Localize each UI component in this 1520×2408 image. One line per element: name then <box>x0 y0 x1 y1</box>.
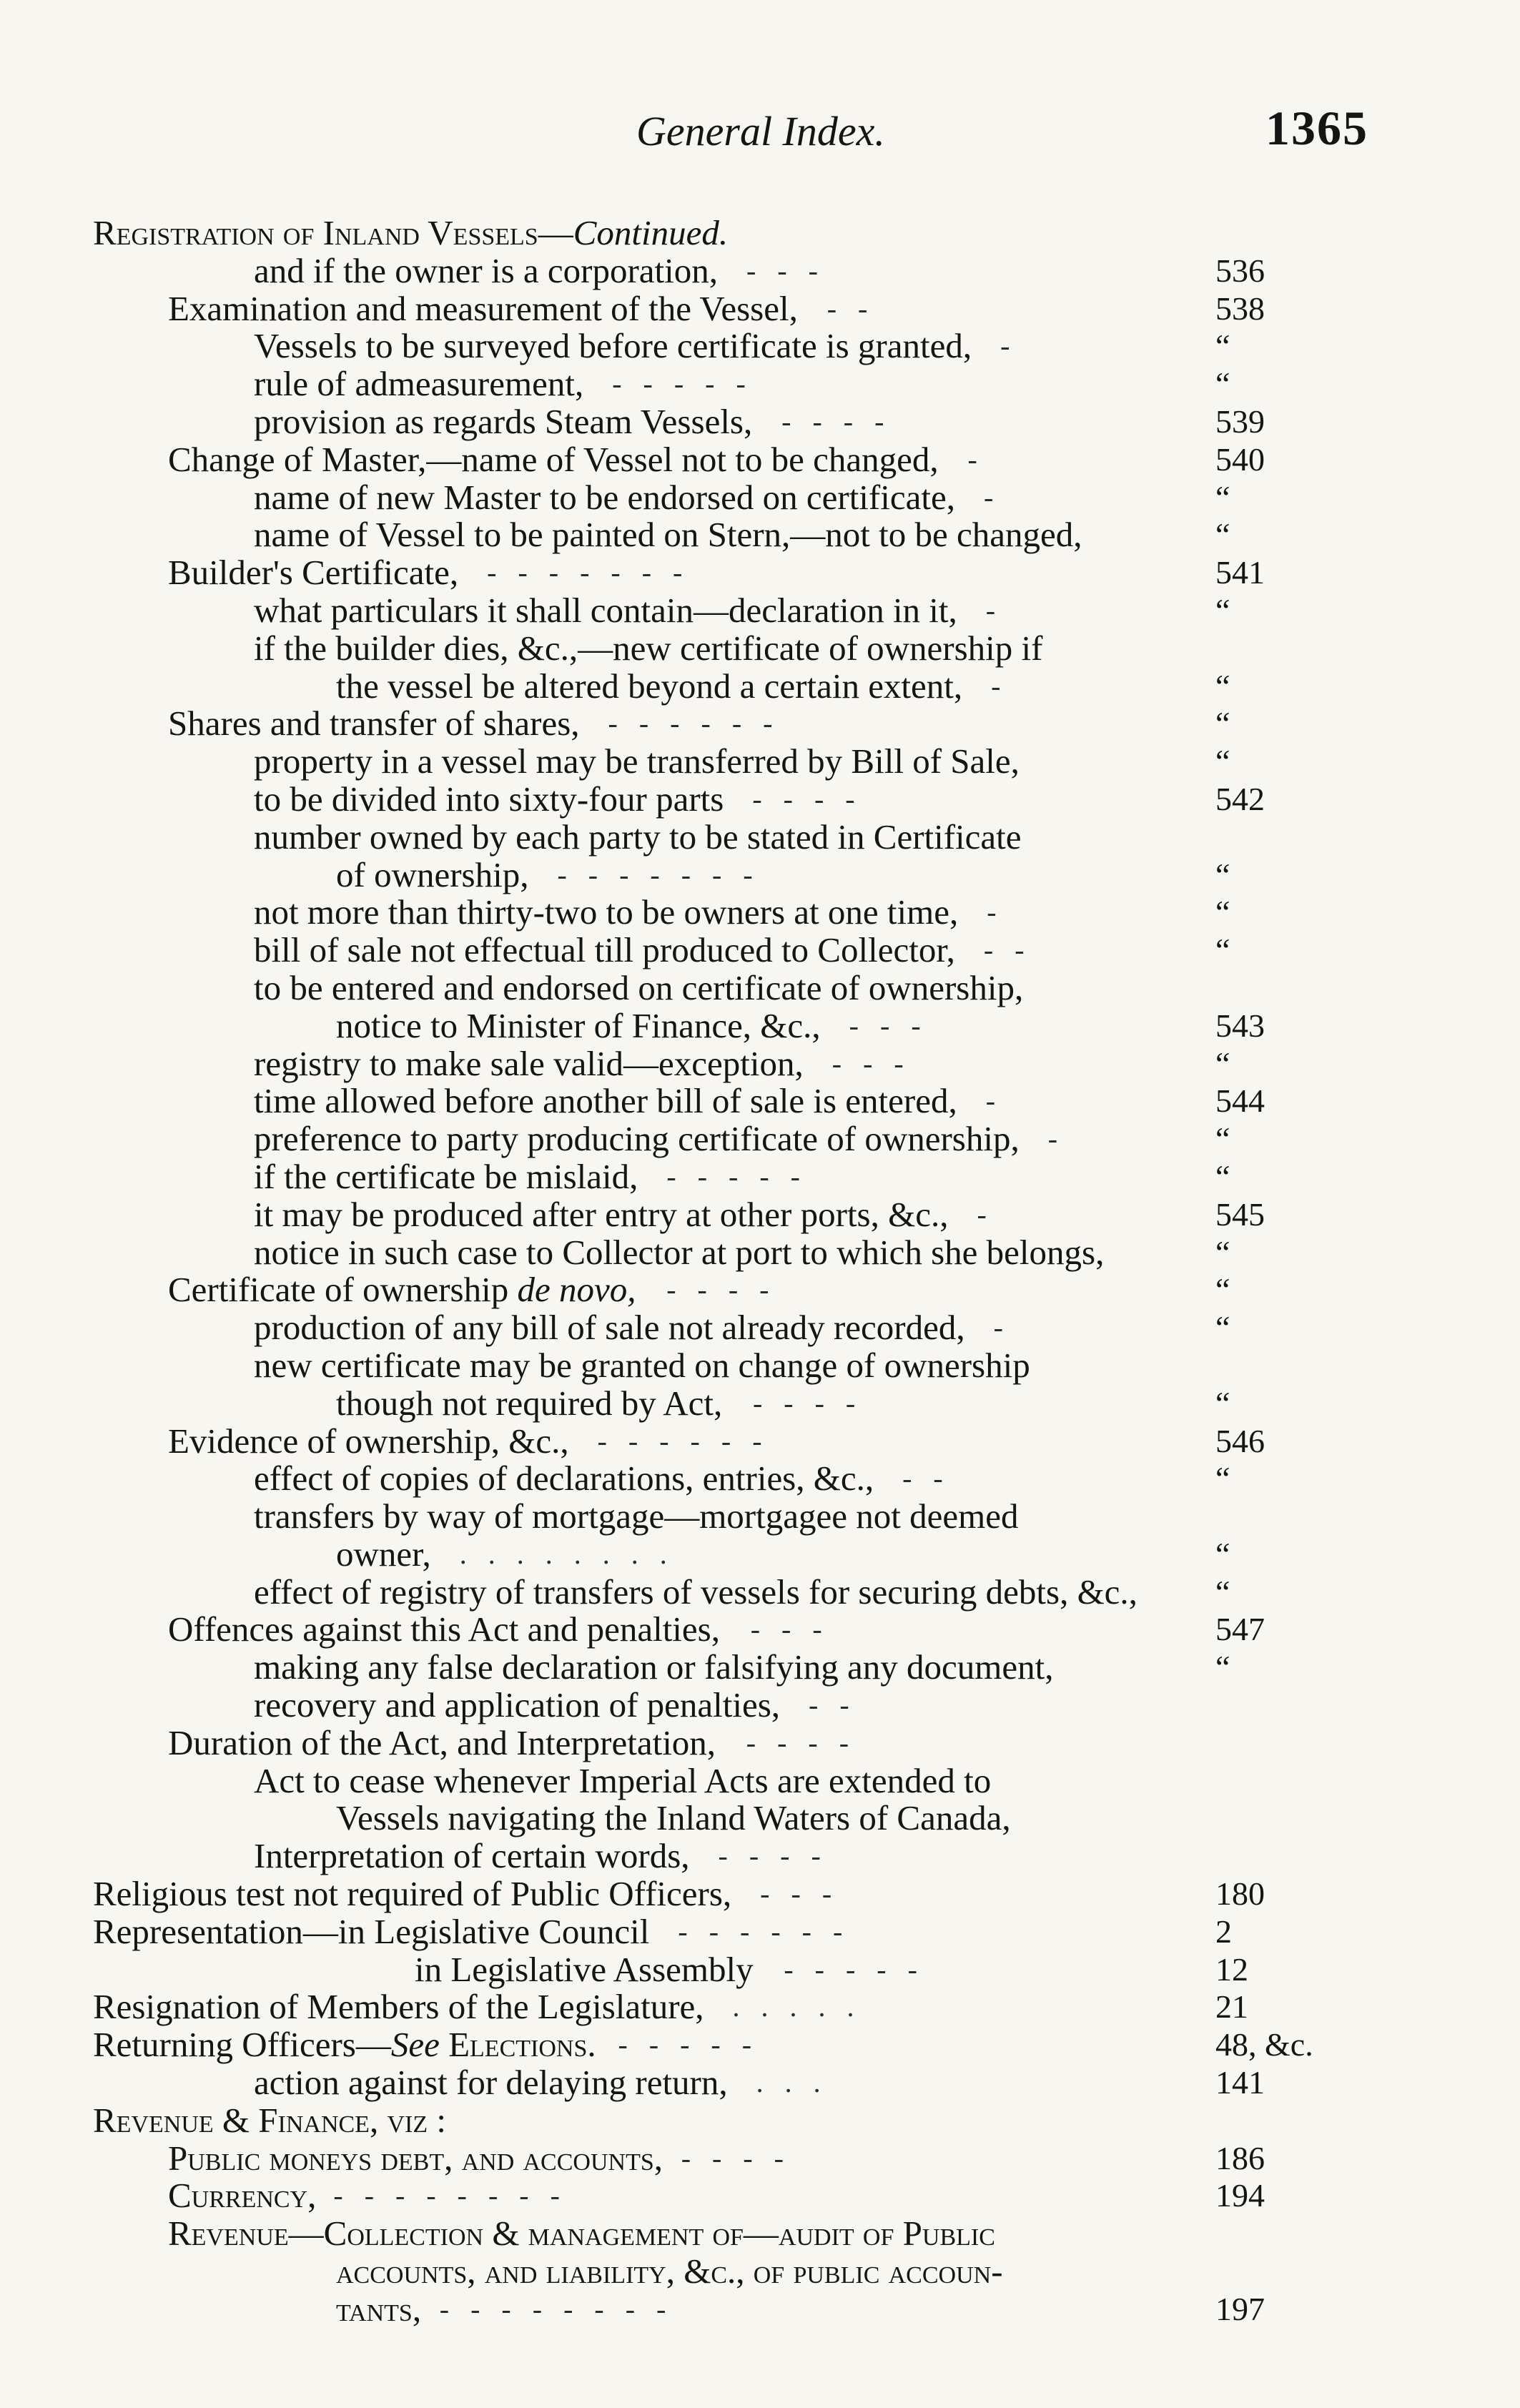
entry-text <box>168 2215 995 2253</box>
index-entry <box>0 214 1520 252</box>
page-reference: “ <box>1215 1158 1230 1195</box>
leader-dashes: - <box>1000 330 1017 362</box>
entry-label: Evidence of ownership, &c., <box>168 1421 569 1461</box>
entry-text <box>254 1762 991 1800</box>
entry-text <box>254 781 724 819</box>
entry-label: though not required by Act, <box>336 1383 723 1423</box>
entry-label: rule of admeasurement, <box>254 364 584 404</box>
leader-dashes: - - - <box>831 1047 911 1080</box>
entry-text <box>93 214 728 252</box>
entry-text <box>254 479 955 517</box>
page-reference: “ <box>1215 1535 1230 1572</box>
entry-text <box>93 2026 596 2064</box>
page-reference: “ <box>1215 516 1230 553</box>
index-entry <box>0 1347 1520 1385</box>
page-reference: “ <box>1215 894 1230 931</box>
index-entry <box>0 816 1520 857</box>
index-entry <box>0 554 1520 592</box>
entry-text <box>254 1234 1104 1272</box>
entry-label: Change of Master,—name of Vessel not to be changed, <box>168 439 939 479</box>
page-reference: 12 <box>1215 1950 1248 1988</box>
entry-text <box>254 1309 965 1347</box>
entry-label: Returning Officers— <box>93 2025 391 2065</box>
index-entry <box>0 1120 1520 1158</box>
index-entry <box>0 1158 1520 1196</box>
entry-text <box>254 1649 1053 1687</box>
index-entry <box>0 705 1520 743</box>
index-entry <box>0 441 1520 479</box>
entry-heading: Public moneys debt, and accounts, <box>168 2138 663 2178</box>
entry-label: owner, <box>336 1534 431 1574</box>
entry-text <box>254 1460 874 1498</box>
entry-label: name of new Master to be endorsed on certificate, <box>254 477 955 517</box>
index-entry <box>0 894 1520 932</box>
leader-dashes: . . . . . . . . <box>459 1537 674 1570</box>
entry-label: Shares and transfer of shares, <box>168 704 580 744</box>
leader-dashes: - - - - <box>752 782 862 815</box>
entry-text <box>336 1536 431 1574</box>
page-reference: “ <box>1215 1649 1230 1686</box>
entry-text <box>254 932 955 969</box>
entry-heading: Currency, <box>168 2176 317 2216</box>
entry-text <box>254 1120 1020 1158</box>
entry-label: production of any bill of sale not already recorded, <box>254 1308 965 1348</box>
index-entry <box>0 1875 1520 1913</box>
entry-label: to be divided into sixty-four parts <box>254 779 724 819</box>
page-reference: “ <box>1215 1045 1230 1082</box>
page-reference: 21 <box>1215 1988 1248 2025</box>
leader-dashes: - - - - <box>752 1386 863 1419</box>
index-entry <box>0 1423 1520 1461</box>
index-entry <box>0 2064 1520 2102</box>
page-reference: “ <box>1215 365 1230 403</box>
leader-dashes: . . . <box>756 2066 828 2099</box>
index-entry <box>0 1800 1520 1837</box>
entry-text <box>168 1423 569 1461</box>
entry-italic: de novo, <box>517 1270 636 1310</box>
index-entry <box>0 365 1520 403</box>
leader-dashes: - - - - - - - <box>557 858 760 891</box>
entry-label: not more than thirty-two to be owners at one time, <box>254 892 959 932</box>
leader-dashes: - - - - - - <box>597 1424 769 1457</box>
page-reference: 536 <box>1215 252 1265 289</box>
entry-text <box>93 1913 649 1951</box>
leader-dashes: - - <box>826 292 875 325</box>
entry-label: the vessel be altered beyond a certain extent, <box>336 666 963 706</box>
entry-label: Act to cease whenever Imperial Acts are extended to <box>254 1760 992 1800</box>
entry-label: notice in such case to Collector at port to which she belongs, <box>254 1232 1105 1272</box>
page-reference: 197 <box>1215 2290 1265 2327</box>
entry-label: what particulars it shall contain—declaration in it, <box>254 590 957 630</box>
leader-dashes: - - <box>902 1462 950 1495</box>
page-reference: 543 <box>1215 1007 1265 1044</box>
entry-label: Offences against this Act and penalties, <box>168 1609 720 1649</box>
entry-heading: Registration of Inland Vessels— <box>93 213 573 252</box>
entry-label: Interpretation of certain words, <box>254 1836 690 1876</box>
entry-label: making any false declaration or falsifying any document, <box>254 1647 1054 1687</box>
leader-dashes: - - - - <box>666 1273 776 1306</box>
running-head: General Index. <box>636 108 885 154</box>
entry-text <box>254 1687 780 1724</box>
page-reference: 180 <box>1215 1875 1265 1913</box>
entry-text <box>254 630 1042 668</box>
entry-label: Resignation of Members of the Legislature, <box>93 1987 704 2027</box>
index-entry <box>0 1913 1520 1951</box>
entry-italic: See <box>390 2025 440 2065</box>
page-reference: “ <box>1215 856 1230 893</box>
page-reference: 141 <box>1215 2064 1265 2101</box>
entry-label: property in a vessel may be transferred by Bill of Sale, <box>254 741 1020 781</box>
entry-text <box>254 365 583 403</box>
index-entry <box>0 1724 1520 1762</box>
leader-dashes: - - - - - <box>618 2028 759 2061</box>
entry-cross-reference: Elections. <box>439 2025 596 2065</box>
page-reference: “ <box>1215 1384 1230 1421</box>
entry-text <box>336 1007 821 1045</box>
entry-label: Examination and measurement of the Vessel, <box>168 288 798 328</box>
index-entry <box>0 1082 1520 1120</box>
entry-text <box>254 1498 1018 1536</box>
index-entry <box>0 932 1520 969</box>
page-reference: 2 <box>1215 1913 1232 1950</box>
entry-text <box>93 1875 731 1913</box>
index-entry <box>0 516 1520 554</box>
index-entry <box>0 1045 1520 1083</box>
index-entry <box>0 2026 1520 2064</box>
index-entry <box>0 2177 1520 2215</box>
index-entry <box>0 1837 1520 1875</box>
page-reference: 542 <box>1215 780 1265 817</box>
index-entry <box>0 1687 1520 1724</box>
index-entry <box>0 781 1520 819</box>
entry-label: if the builder dies, &c.,—new certificate of ownership if <box>254 628 1043 668</box>
entry-label: preference to party producing certificate of ownership, <box>254 1119 1020 1159</box>
page-reference: 541 <box>1215 554 1265 591</box>
index-entry <box>0 479 1520 517</box>
entry-label: transfers by way of mortgage—mortgagee not deemed <box>254 1496 1019 1536</box>
entry-text <box>254 1196 948 1234</box>
entry-text <box>254 816 1022 857</box>
entry-label: if the certificate be mislaid, <box>254 1156 638 1196</box>
index-entry <box>0 1271 1520 1309</box>
page-reference: “ <box>1215 1271 1230 1308</box>
leader-dashes: - <box>985 593 1003 626</box>
entry-text <box>254 1837 690 1875</box>
page-reference: “ <box>1215 667 1230 704</box>
continued-label: Continued. <box>573 213 729 252</box>
page-reference: “ <box>1215 478 1230 515</box>
index-entry <box>0 630 1520 668</box>
index-entry <box>0 1536 1520 1574</box>
index-entry <box>0 1611 1520 1649</box>
page-reference: “ <box>1215 327 1230 365</box>
leader-dashes: . . . . . <box>732 1990 862 2023</box>
page-reference: 538 <box>1215 290 1265 327</box>
leader-dashes: - - - - <box>718 1840 828 1872</box>
index-entry <box>0 1951 1520 1989</box>
index-entry <box>0 668 1520 706</box>
leader-dashes: - - <box>983 934 1032 967</box>
entry-text <box>254 516 1082 554</box>
entry-label: Vessels to be surveyed before certificate is granted, <box>254 326 972 366</box>
index-entry <box>0 743 1520 781</box>
entry-label: Certificate of ownership <box>168 1270 518 1310</box>
leader-dashes: - <box>967 443 984 475</box>
entry-text <box>168 1724 716 1762</box>
entry-text <box>336 2253 1003 2291</box>
entry-text <box>254 327 972 365</box>
leader-dashes: - <box>993 1311 1010 1344</box>
entry-label: Duration of the Act, and Interpretation, <box>168 1722 716 1762</box>
leader-dashes: - - - <box>849 1009 928 1042</box>
entry-label: name of Vessel to be painted on Stern,—not to be changed, <box>254 515 1082 555</box>
entry-text <box>254 1082 957 1120</box>
page-reference: “ <box>1215 591 1230 628</box>
leader-dashes: - - - <box>750 1613 829 1646</box>
page-reference: 546 <box>1215 1422 1265 1459</box>
index-entry <box>0 2291 1520 2329</box>
page-reference: 540 <box>1215 440 1265 478</box>
entry-text <box>254 894 958 932</box>
entry-text <box>336 854 529 894</box>
entry-text <box>93 2102 446 2140</box>
entry-label: Vessels navigating the Inland Waters of Canada, <box>336 1798 1011 1838</box>
entry-text <box>168 1271 636 1309</box>
entry-label: bill of sale not effectual till produced to Collector, <box>254 930 955 970</box>
entry-label: time allowed before another bill of sale is entered, <box>254 1081 957 1121</box>
entry-text <box>254 969 1023 1007</box>
index-entry <box>0 1571 1520 1612</box>
index-entry <box>0 2215 1520 2253</box>
index-entry <box>0 1234 1520 1272</box>
index-entry <box>0 252 1520 290</box>
index-entry <box>0 854 1520 894</box>
page-reference: 194 <box>1215 2177 1265 2214</box>
index-entry <box>0 1460 1520 1498</box>
leader-dashes: - - - - - - <box>678 1915 850 1948</box>
index-entry <box>0 1309 1520 1347</box>
entry-label: effect of copies of declarations, entries, &c., <box>254 1459 874 1499</box>
entry-text <box>168 441 939 479</box>
index-entry <box>0 1649 1520 1687</box>
page-reference: 545 <box>1215 1195 1265 1233</box>
entry-label: action against for delaying return, <box>254 2063 728 2103</box>
entry-text <box>93 1988 704 2026</box>
entry-heading: Revenue—Collection & management of—audit of Public <box>168 2214 995 2254</box>
page-reference: “ <box>1215 1309 1230 1346</box>
entry-label: and if the owner is a corporation, <box>254 250 719 290</box>
index-entry <box>0 1196 1520 1234</box>
entry-label: of ownership, <box>336 854 529 894</box>
page-reference: “ <box>1215 1573 1230 1610</box>
index-entry <box>0 1385 1520 1423</box>
entry-label: Religious test not required of Public Officers, <box>93 1874 732 1914</box>
leader-dashes: - - - - - - <box>608 707 780 740</box>
entry-text <box>168 2140 663 2178</box>
page-header <box>0 93 1520 172</box>
entry-text <box>168 554 458 592</box>
index-entry <box>0 327 1520 365</box>
entry-label: new certificate may be granted on change of ownership <box>254 1345 1030 1385</box>
leader-dashes: - <box>985 1085 1003 1117</box>
entry-text <box>336 2291 421 2329</box>
entry-label: notice to Minister of Finance, &c., <box>336 1005 821 1045</box>
index-entry <box>0 1007 1520 1045</box>
entry-label: Builder's Certificate, <box>168 553 459 593</box>
index-entry <box>0 403 1520 441</box>
page-reference: “ <box>1215 743 1230 780</box>
entry-text <box>254 743 1020 781</box>
page-reference: 539 <box>1215 403 1265 440</box>
entry-text <box>168 290 798 328</box>
page-reference: “ <box>1215 932 1230 969</box>
entry-text <box>336 1385 722 1423</box>
entry-text <box>168 1611 720 1649</box>
leader-dashes: - - - - <box>746 1726 857 1759</box>
leader-dashes: - - - - - - - - <box>439 2292 673 2325</box>
index-entry <box>0 1498 1520 1536</box>
leader-dashes: - <box>991 669 1008 702</box>
leader-dashes: - - - - <box>681 2141 791 2174</box>
index-entry <box>0 1762 1520 1800</box>
entry-label: recovery and application of penalties, <box>254 1685 781 1725</box>
page-reference: 186 <box>1215 2139 1265 2176</box>
entry-heading: tants, <box>336 2289 422 2329</box>
entry-label: it may be produced after entry at other ports, &c., <box>254 1194 949 1234</box>
index-entry <box>0 2253 1520 2291</box>
entry-text <box>254 1045 804 1083</box>
entry-text <box>336 1800 1011 1837</box>
index-entry <box>0 969 1520 1007</box>
entry-heading: Revenue & Finance, viz : <box>93 2100 446 2140</box>
leader-dashes: - <box>987 896 1004 929</box>
entry-text <box>254 403 752 441</box>
index-entry <box>0 2102 1520 2140</box>
entry-text <box>168 705 580 743</box>
entry-label: number owned by each party to be stated in Certificate <box>254 816 1022 857</box>
entry-text <box>415 1951 754 1989</box>
page-reference: “ <box>1215 1233 1230 1270</box>
leader-dashes: - - - - - <box>612 367 753 400</box>
leader-dashes: - - - <box>760 1877 839 1910</box>
leader-dashes: - - <box>809 1689 857 1722</box>
leader-dashes: - <box>983 480 1001 513</box>
entry-text <box>254 592 957 630</box>
index-entry <box>0 592 1520 630</box>
entry-label: Representation—in Legislative Council <box>93 1911 650 1951</box>
entry-text <box>254 252 718 290</box>
entry-text <box>168 2177 316 2215</box>
page-number: 1365 <box>1265 101 1368 155</box>
leader-dashes: - - - - <box>781 405 892 438</box>
index-entry <box>0 290 1520 328</box>
index-entry <box>0 2140 1520 2178</box>
page-reference: “ <box>1215 1460 1230 1497</box>
leader-dashes: - - - <box>746 254 825 287</box>
entry-heading: accounts, and liability, &c., of public accoun- <box>336 2251 1003 2291</box>
entry-text <box>336 668 962 706</box>
leader-dashes: - - - - - - - <box>487 556 690 589</box>
page-reference: “ <box>1215 1120 1230 1158</box>
entry-text <box>254 1158 638 1196</box>
page-reference: “ <box>1215 705 1230 742</box>
entry-text <box>254 2064 728 2102</box>
index-entries <box>0 214 1520 2329</box>
leader-dashes: - <box>1047 1122 1065 1155</box>
page-reference: 544 <box>1215 1082 1265 1120</box>
entry-label: in Legislative Assembly <box>415 1949 754 1989</box>
entry-label: registry to make sale valid—exception, <box>254 1043 804 1083</box>
page-reference: 48, &c. <box>1215 2026 1313 2063</box>
entry-text <box>254 1571 1137 1612</box>
entry-text <box>254 1347 1030 1385</box>
entry-label: provision as regards Steam Vessels, <box>254 401 753 441</box>
entry-label: effect of registry of transfers of vessels for securing debts, &c., <box>254 1571 1137 1612</box>
leader-dashes: - - - - - <box>784 1953 924 1985</box>
leader-dashes: - - - - - <box>666 1160 807 1193</box>
entry-label: to be entered and endorsed on certificate of ownership, <box>254 967 1024 1007</box>
page-reference: 547 <box>1215 1611 1265 1648</box>
index-entry <box>0 1988 1520 2026</box>
leader-dashes: - <box>977 1198 994 1230</box>
leader-dashes: - - - - - - - - <box>333 2179 567 2212</box>
